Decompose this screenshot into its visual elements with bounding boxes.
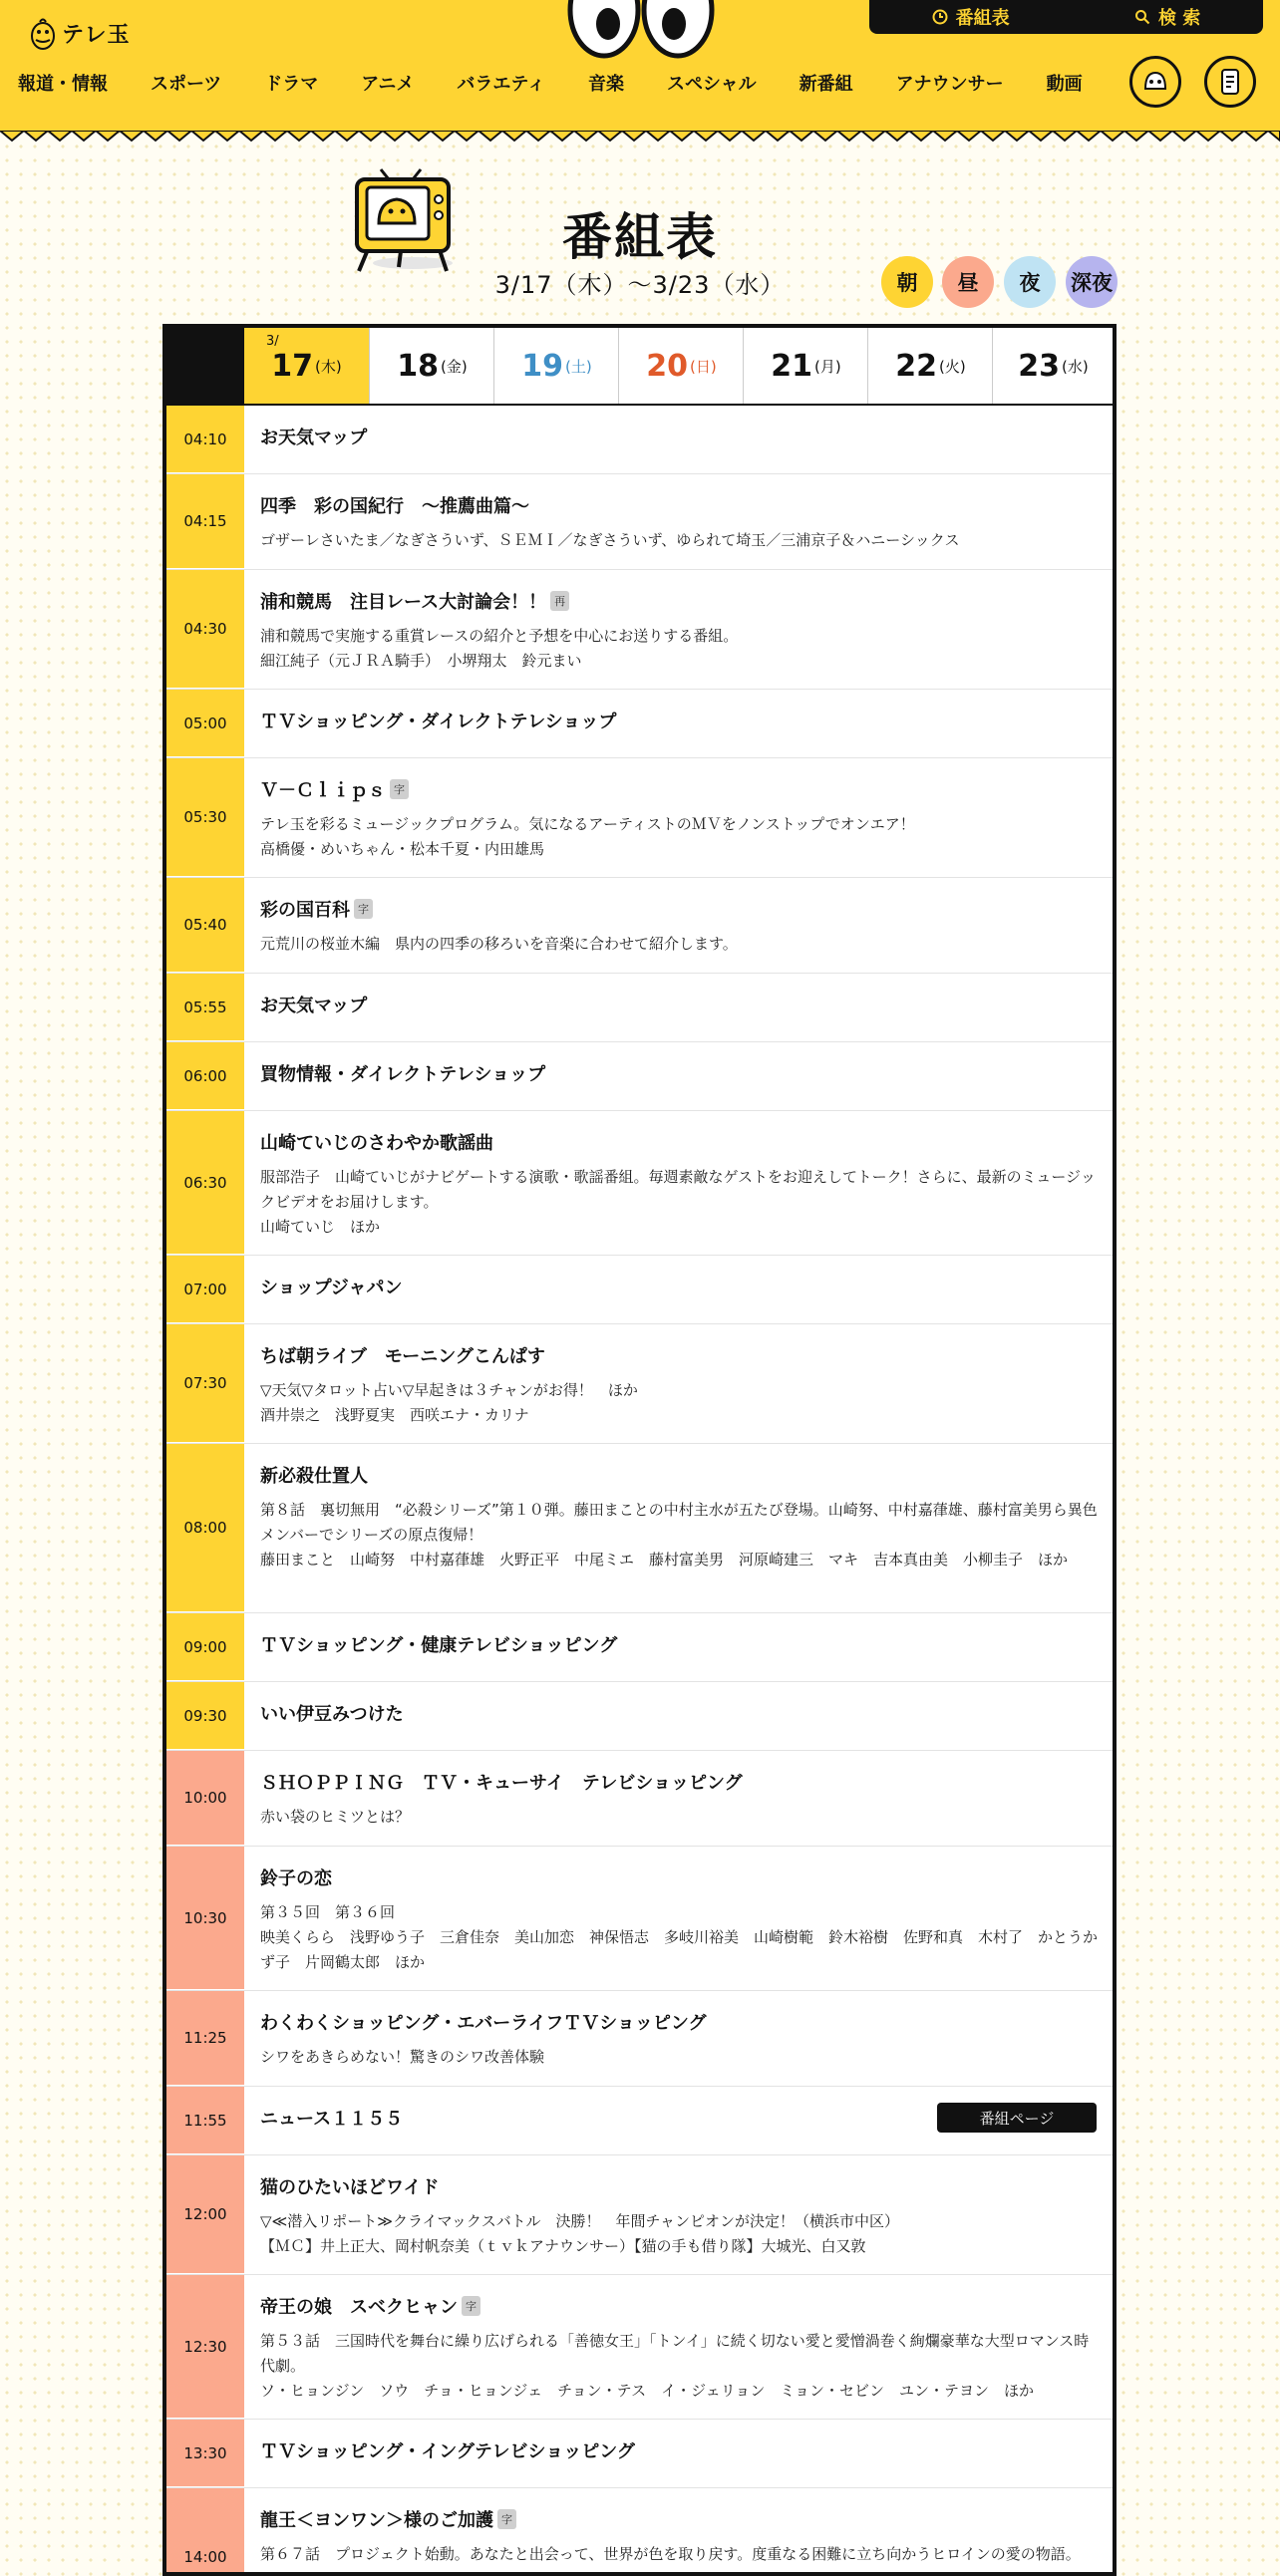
- day-tab[interactable]: [743, 328, 868, 404]
- program-title: いい伊豆みつけた: [260, 1704, 404, 1725]
- program-description: [260, 2542, 1099, 2567]
- program-title: ニュース１１５５: [260, 2109, 404, 2130]
- program-time: 04:30: [166, 570, 244, 689]
- program-title: ちば朝ライブ モーニングこんぱす: [260, 1346, 545, 1367]
- program-description-line: 【ＭＣ】井上正大、岡村帆奈美（ｔｖｋアナウンサー）【猫の手も借り隊】大城光、白又敦: [260, 2237, 866, 2255]
- program-title-row: [260, 2009, 1099, 2035]
- day-tab-number: 23: [1018, 348, 1061, 384]
- program-row[interactable]: [166, 1613, 1113, 1682]
- program-body: [260, 2506, 1099, 2567]
- program-time: 12:30: [166, 2275, 244, 2419]
- program-time: 09:30: [166, 1682, 244, 1750]
- program-description-line: 第８話 裏切無用 “必殺シリーズ”第１０弾。藤田まことの中村主水が五たび登場。山崎努、中村嘉葎雄、藤村富美男ら異色メンバーでシリーズの原点復帰！: [260, 1501, 1098, 1544]
- mascot-eyes-icon: [566, 0, 716, 62]
- program-time: 08:00: [166, 1444, 244, 1612]
- day-tab[interactable]: [369, 328, 494, 404]
- day-tab[interactable]: [992, 328, 1114, 404]
- program-title-row: [260, 492, 1099, 518]
- day-tab-number: 17: [271, 348, 314, 384]
- program-title-row: [260, 1342, 1099, 1368]
- program-description-line: シワをあきらめない！驚きのシワ改善体験: [260, 2048, 545, 2066]
- program-row[interactable]: [166, 1444, 1113, 1613]
- program-body: [260, 588, 1099, 674]
- program-title-row: [260, 424, 1099, 449]
- day-tab-weekday: (水): [1062, 357, 1089, 376]
- program-time: 10:30: [166, 1847, 244, 1990]
- program-title: 四季 彩の国紀行 ～推薦曲篇～: [260, 496, 529, 517]
- program-title: 買物情報・ダイレクトテレショップ: [260, 1064, 546, 1085]
- day-tab-month: 3/: [266, 334, 279, 349]
- program-row[interactable]: [166, 1324, 1113, 1444]
- program-page-button[interactable]: 番組ページ: [937, 2103, 1097, 2133]
- program-title: ショップジャパン: [260, 1278, 403, 1298]
- clock-icon: [932, 9, 948, 25]
- day-tab-weekday: (木): [315, 357, 342, 376]
- nav-item-special[interactable]: スペシャル: [666, 74, 757, 95]
- card-icon: [1216, 67, 1244, 97]
- nav-item-drama[interactable]: ドラマ: [264, 74, 319, 95]
- program-description: [260, 1498, 1099, 1573]
- program-description-line: 元荒川の桜並木編 県内の四季の移ろいを音楽に合わせて紹介します。: [260, 935, 738, 953]
- header-zigzag-edge: [0, 131, 1280, 146]
- site-header: [0, 0, 1280, 132]
- program-title-row: [260, 1631, 1099, 1657]
- schedule-link-label: 番組表: [955, 8, 1010, 29]
- program-row[interactable]: [166, 1682, 1113, 1751]
- nav-item-video[interactable]: 動画: [1046, 74, 1083, 95]
- program-time: 12:00: [166, 2155, 244, 2274]
- nav-item-announcer[interactable]: アナウンサー: [895, 74, 1004, 95]
- program-time: 14:00: [166, 2488, 244, 2576]
- program-body: [260, 1769, 1099, 1830]
- program-title-row: [260, 2173, 1099, 2199]
- program-description-line: ▽≪潜入リポート≫クライマックスバトル 決勝！ 年間チャンピオンが決定！（横浜市中区）: [260, 2212, 899, 2230]
- program-body: [260, 1342, 1099, 1428]
- program-title: お天気マップ: [260, 428, 368, 448]
- program-time: 09:00: [166, 1613, 244, 1681]
- program-tag: 字: [462, 2296, 480, 2316]
- program-description-line: 山崎ていじ ほか: [260, 1218, 381, 1236]
- program-description: [260, 812, 1099, 862]
- program-description-line: 赤い袋のヒミツとは？: [260, 1808, 411, 1826]
- program-body: [260, 424, 1099, 449]
- nav-item-music[interactable]: 音楽: [587, 74, 624, 95]
- program-body: [260, 992, 1099, 1017]
- day-tab-weekday: (日): [690, 357, 717, 376]
- program-body: [260, 1274, 1099, 1299]
- late-night-button[interactable]: [1066, 256, 1118, 308]
- program-title-row: [260, 2506, 1099, 2532]
- day-tab[interactable]: [867, 328, 993, 404]
- program-time: 05:00: [166, 690, 244, 757]
- program-title-row: [260, 1769, 1099, 1795]
- program-time: 13:30: [166, 2420, 244, 2487]
- program-description-line: 第６７話 プロジェクト始動。あなたと出会って、世界が色を取り戻す。度重なる困難に立ち向かうヒロインの愛の物語。: [260, 2545, 1081, 2563]
- program-description: [260, 624, 1099, 674]
- program-time: 06:30: [166, 1111, 244, 1255]
- program-description-line: 藤田まこと 山崎努 中村嘉葎雄 火野正平 中尾ミエ 藤村富美男 河原崎建三 マキ 吉本真由美 小柳圭子 ほか: [260, 1551, 1069, 1569]
- program-time: 07:00: [166, 1256, 244, 1323]
- program-time: 05:55: [166, 974, 244, 1041]
- program-title-row: [260, 1462, 1099, 1488]
- evening-button[interactable]: [1004, 256, 1056, 308]
- program-body: [260, 896, 1099, 957]
- program-title: ＴＶショッピング・イングテレビショッピング: [260, 2441, 635, 2462]
- program-time: 07:30: [166, 1324, 244, 1443]
- day-tab-number: 22: [895, 348, 938, 384]
- day-tab-number: 21: [771, 348, 813, 384]
- schedule-table: [162, 324, 1117, 2576]
- program-body: [260, 708, 1099, 733]
- program-description-line: ゴザーレさいたま／なぎさういず、ＳＥＭＩ／なぎさういず、ゆられて埼玉／三浦京子＆ハニーシックス: [260, 531, 960, 549]
- day-tab-number: 18: [397, 348, 440, 384]
- program-body: [260, 2173, 1099, 2259]
- program-body: [260, 492, 1099, 553]
- program-description: [260, 2329, 1099, 2404]
- program-title-row: [260, 896, 1099, 922]
- program-row[interactable]: [166, 474, 1113, 570]
- search-link[interactable]: [1134, 4, 1200, 30]
- program-row[interactable]: [166, 878, 1113, 974]
- day-tab-number: 20: [646, 348, 689, 384]
- program-title: 彩の国百科: [260, 900, 350, 921]
- mascot-link-button[interactable]: [1129, 56, 1181, 108]
- main-nav: [18, 70, 1083, 96]
- program-description-line: テレ玉を彩るミュージックプログラム。気になるアーティストのＭＶをノンストップでオンエア！: [260, 815, 915, 833]
- program-row[interactable]: [166, 690, 1113, 758]
- program-title-row: [260, 2437, 1099, 2463]
- program-time: 05:40: [166, 878, 244, 973]
- program-time: 11:25: [166, 1991, 244, 2086]
- program-title: 龍王＜ヨンワン＞様のご加護: [260, 2510, 493, 2531]
- evening-button-label: 夜: [1019, 271, 1041, 295]
- day-tab[interactable]: [244, 328, 369, 404]
- program-row[interactable]: [166, 570, 1113, 690]
- day-tab-weekday: (月): [814, 357, 841, 376]
- program-body: [260, 1864, 1099, 1975]
- logo-text: テレ玉: [62, 22, 131, 48]
- program-description-line: 酒井崇之 浅野夏実 西咲エナ・カリナ: [260, 1406, 529, 1424]
- program-body: [260, 776, 1099, 862]
- program-title: 鈴子の恋: [260, 1868, 332, 1889]
- program-row[interactable]: [166, 1111, 1113, 1256]
- nav-item-sports[interactable]: スポーツ: [151, 74, 222, 95]
- program-description-line: 第３５回 第３６回: [260, 1903, 396, 1921]
- program-title: 帝王の娘 スベクヒャン: [260, 2297, 458, 2318]
- search-link-label: 検 索: [1158, 8, 1201, 29]
- program-title: 猫のひたいほどワイド: [260, 2177, 440, 2198]
- program-description: [260, 1805, 1099, 1830]
- program-description-line: 第５３話 三国時代を舞台に繰り広げられる「善徳女王」「トンイ」に続く切ない愛と愛憎渦巻く絢爛豪華な大型ロマンス時代劇。: [260, 2332, 1090, 2375]
- nav-item-anime[interactable]: アニメ: [361, 74, 415, 95]
- program-row[interactable]: [166, 1847, 1113, 1991]
- program-body: [260, 1129, 1099, 1240]
- program-title: ＳＨＯＰＰＩＮＧ ＴＶ・キューサイ テレビショッピング: [260, 1773, 743, 1794]
- noon-button-label: 昼: [957, 271, 979, 295]
- program-row[interactable]: [166, 2155, 1113, 2275]
- program-title-row: [260, 1129, 1099, 1155]
- program-body: [260, 2437, 1099, 2463]
- site-logo[interactable]: [30, 16, 131, 50]
- program-time: 04:10: [166, 406, 244, 473]
- program-tag: 字: [354, 899, 373, 919]
- day-tab-number: 19: [521, 348, 564, 384]
- program-title: Ｖ－Ｃｌｉｐｓ: [260, 780, 386, 801]
- late-night-button-label: 深夜: [1071, 271, 1113, 295]
- program-tag: 再: [550, 591, 569, 611]
- program-title-row: [260, 1700, 1099, 1726]
- program-description: [260, 528, 1099, 553]
- program-row[interactable]: [166, 2488, 1113, 2576]
- program-title: お天気マップ: [260, 996, 368, 1016]
- program-time: 10:00: [166, 1751, 244, 1846]
- program-time: 04:15: [166, 474, 244, 569]
- program-time: 05:30: [166, 758, 244, 877]
- program-title-row: [260, 1060, 1099, 1086]
- program-row[interactable]: [166, 758, 1113, 878]
- program-time: 11:55: [166, 2087, 244, 2154]
- program-title-row: [260, 776, 1099, 802]
- search-icon: [1134, 9, 1150, 25]
- program-description-line: 高橋優・めいちゃん・松本千夏・内田雄馬: [260, 840, 545, 858]
- program-row[interactable]: [166, 1991, 1113, 2087]
- program-title-row: [260, 1274, 1099, 1299]
- program-body: [260, 1462, 1099, 1573]
- day-row-corner: [166, 328, 244, 404]
- program-description: [260, 2209, 1099, 2259]
- noon-button[interactable]: [942, 256, 994, 308]
- program-title: 山崎ていじのさわやか歌謡曲: [260, 1133, 493, 1154]
- program-title: 浦和競馬 注目レース大討論会！！: [260, 592, 547, 613]
- program-body: [260, 2293, 1099, 2404]
- date-range: 3/17（木）〜3/23（水）: [494, 271, 786, 299]
- program-title: 新必殺仕置人: [260, 1466, 368, 1487]
- mascot-face-icon: [1140, 67, 1170, 97]
- utility-bar: [869, 0, 1263, 34]
- program-tag: 字: [390, 779, 409, 799]
- program-title-row: [260, 588, 1099, 614]
- program-row[interactable]: [166, 974, 1113, 1042]
- program-description: [260, 1165, 1099, 1240]
- program-description-line: ▽天気▽タロット占い▽早起きは３チャンがお得！ ほか: [260, 1381, 638, 1399]
- program-description: [260, 1378, 1099, 1428]
- program-row[interactable]: [166, 406, 1113, 474]
- program-body: [260, 2009, 1099, 2070]
- program-body: [260, 1631, 1099, 1657]
- nav-item-news[interactable]: 報道・情報: [18, 74, 108, 95]
- card-link-button[interactable]: [1204, 56, 1256, 108]
- program-description: [260, 1900, 1099, 1975]
- program-title: ＴＶショッピング・ダイレクトテレショップ: [260, 712, 617, 732]
- program-title-row: [260, 992, 1099, 1017]
- program-title-row: [260, 708, 1099, 733]
- program-title: ＴＶショッピング・健康テレビショッピング: [260, 1635, 618, 1656]
- program-body: [260, 1060, 1099, 1086]
- nav-item-new-programs[interactable]: 新番組: [799, 74, 853, 95]
- program-row[interactable]: [166, 2420, 1113, 2488]
- day-tab[interactable]: [618, 328, 744, 404]
- program-description-line: 細江純子（元ＪＲＡ騎手） 小堺翔太 鈴元まい: [260, 652, 582, 670]
- program-row[interactable]: [166, 2275, 1113, 2420]
- program-tag: 字: [497, 2509, 516, 2529]
- program-description: [260, 2045, 1099, 2070]
- morning-button[interactable]: [881, 256, 933, 308]
- day-tabs: [166, 328, 1113, 406]
- program-title: わくわくショッピング・エバーライフＴＶショッピング: [260, 2013, 707, 2034]
- program-description: [260, 932, 1099, 957]
- program-row[interactable]: [166, 1256, 1113, 1324]
- nav-item-variety[interactable]: バラエティ: [457, 74, 545, 95]
- program-description-line: 服部浩子 山崎ていじがナビゲートする演歌・歌謡番組。毎週素敵なゲストをお迎えしてトーク！さらに、最新のミュージックビデオをお届けします。: [260, 1168, 1097, 1211]
- program-description-line: 映美くらら 浅野ゆう子 三倉佳奈 美山加恋 神保悟志 多岐川裕美 山崎樹範 鈴木裕樹 佐野和真 木村了 かとうかず子 片岡鶴太郎 ほか: [260, 1928, 1099, 1971]
- schedule-link[interactable]: [932, 4, 1010, 30]
- program-title-row: [260, 1864, 1099, 1890]
- day-tab[interactable]: [493, 328, 619, 404]
- program-body: [260, 1700, 1099, 1726]
- program-title-row: [260, 2293, 1099, 2319]
- mascot-logo-icon: [30, 16, 56, 50]
- program-description-line: ソ・ヒョンジン ソウ チョ・ヒョンジェ チョン・テス イ・ジェリョン ミョン・セビン ユン・テヨン ほか: [260, 2382, 1035, 2400]
- program-row[interactable]: [166, 1042, 1113, 1111]
- page-title: 番組表: [562, 208, 718, 266]
- morning-button-label: 朝: [896, 271, 918, 295]
- program-row[interactable]: [166, 2087, 1113, 2155]
- program-row[interactable]: [166, 1751, 1113, 1847]
- day-tab-weekday: (金): [441, 357, 468, 376]
- program-time: 06:00: [166, 1042, 244, 1110]
- day-tab-weekday: (土): [565, 357, 592, 376]
- program-description-line: 浦和競馬で実施する重賞レースの紹介と予想を中心にお送りする番組。: [260, 627, 739, 645]
- day-tab-weekday: (火): [939, 357, 966, 376]
